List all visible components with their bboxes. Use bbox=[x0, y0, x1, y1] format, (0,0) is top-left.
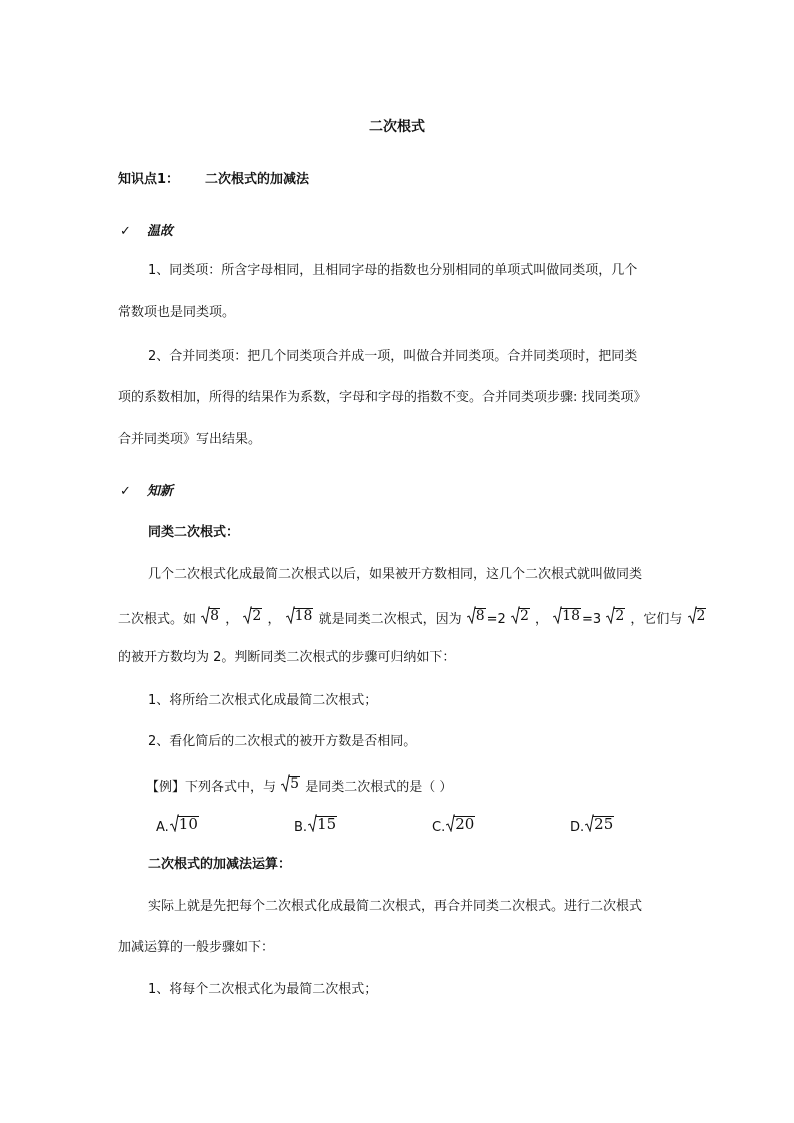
option-c[interactable] bbox=[432, 814, 476, 837]
radical bbox=[201, 606, 220, 624]
radicand: 8 bbox=[210, 608, 220, 624]
review-title: 温故 bbox=[146, 224, 173, 239]
option-d[interactable] bbox=[570, 814, 615, 837]
new-p3-line1: 几个二次根式化成最简二次根式以后，如果被开方数相同，这几个二次根式就叫做同类 bbox=[148, 567, 643, 582]
text-run: 是同类二次根式的是（ ） bbox=[305, 780, 453, 795]
text-run: 【例】下列各式中，与 bbox=[146, 780, 277, 795]
text-run: ， bbox=[225, 612, 239, 627]
subheading-add-subtract: 二次根式的加减法运算： bbox=[148, 857, 292, 872]
section-heading: 二次根式的加减法 bbox=[205, 172, 310, 187]
radicand: 25 bbox=[594, 815, 614, 833]
radical bbox=[170, 814, 199, 832]
review-heading bbox=[120, 223, 173, 241]
radicand: 8 bbox=[475, 608, 485, 624]
page-title: 二次根式 bbox=[369, 119, 425, 135]
radical bbox=[467, 606, 486, 624]
option-a[interactable] bbox=[156, 814, 200, 837]
radicand: 2 bbox=[615, 608, 625, 624]
text-run: 二次根式。如 bbox=[118, 612, 197, 627]
radicand: 10 bbox=[178, 815, 198, 833]
new-p3-line3: 的被开方数均为 2。判断同类二次根式的步骤可归纳如下： bbox=[118, 650, 456, 665]
radical bbox=[243, 606, 262, 624]
radical bbox=[446, 814, 475, 832]
radicand: 2 bbox=[519, 608, 529, 624]
checkmark-icon: ✓ bbox=[120, 484, 131, 499]
subheading-similar-radicals: 同类二次根式： bbox=[148, 525, 240, 540]
radicand: 2 bbox=[696, 608, 706, 624]
option-label: A. bbox=[156, 820, 169, 835]
new-p4-line1: 实际上就是先把每个二次根式化成最简二次根式，再合并同类二次根式。进行二次根式 bbox=[148, 899, 643, 914]
review-p2-line2: 项的系数相加，所得的结果作为系数，字母和字母的指数不变。合并同类项步骤: 找同类项》 bbox=[118, 390, 647, 405]
section-label bbox=[118, 171, 309, 189]
radical bbox=[553, 606, 581, 624]
review-p1-line2: 常数项也是同类项。 bbox=[118, 305, 236, 320]
new-p3-line2 bbox=[118, 606, 707, 629]
radicand: 18 bbox=[562, 608, 580, 624]
text-run: ， bbox=[535, 612, 549, 627]
review-p1-line1: 1、同类项：所含字母相同，且相同字母的指数也分别相同的单项式叫做同类项，几个 bbox=[148, 263, 638, 278]
review-p2-line3: 合并同类项》写出结果。 bbox=[118, 432, 262, 447]
radicand: 15 bbox=[317, 815, 337, 833]
radical bbox=[688, 606, 707, 624]
step-1: 1、将所给二次根式化成最简二次根式； bbox=[148, 693, 378, 708]
text-run: =3 bbox=[582, 612, 602, 627]
radical bbox=[286, 606, 314, 624]
new-p4-line2: 加减运算的一般步骤如下： bbox=[118, 940, 275, 955]
radicand: 18 bbox=[294, 608, 313, 624]
step-2: 2、看化简后的二次根式的被开方数是否相同。 bbox=[148, 734, 417, 749]
option-label: D. bbox=[570, 820, 585, 835]
text-run: ， bbox=[267, 612, 281, 627]
text-run: ，它们与 bbox=[630, 612, 683, 627]
new-title: 知新 bbox=[146, 484, 173, 499]
text-run: 就是同类二次根式，因为 bbox=[318, 612, 462, 627]
radicand: 2 bbox=[252, 608, 262, 624]
radicand: 5 bbox=[290, 776, 300, 792]
option-label: C. bbox=[432, 820, 446, 835]
section-number: 知识点1： bbox=[118, 172, 180, 187]
new-heading bbox=[120, 483, 173, 501]
checkmark-icon: ✓ bbox=[120, 224, 131, 239]
radical bbox=[606, 606, 625, 624]
review-p2-line1: 2、合并同类项：把几个同类项合并成一项，叫做合并同类项。合并同类项时，把同类 bbox=[148, 349, 638, 364]
radical bbox=[281, 774, 300, 792]
option-b[interactable] bbox=[294, 814, 338, 837]
text-run: =2 bbox=[486, 612, 506, 627]
radical bbox=[585, 814, 614, 832]
example-question bbox=[146, 774, 452, 797]
radical bbox=[308, 814, 337, 832]
option-label: B. bbox=[294, 820, 308, 835]
radicand: 20 bbox=[455, 815, 475, 833]
radical bbox=[511, 606, 530, 624]
new-p4-step1: 1、将每个二次根式化为最简二次根式； bbox=[148, 982, 378, 997]
